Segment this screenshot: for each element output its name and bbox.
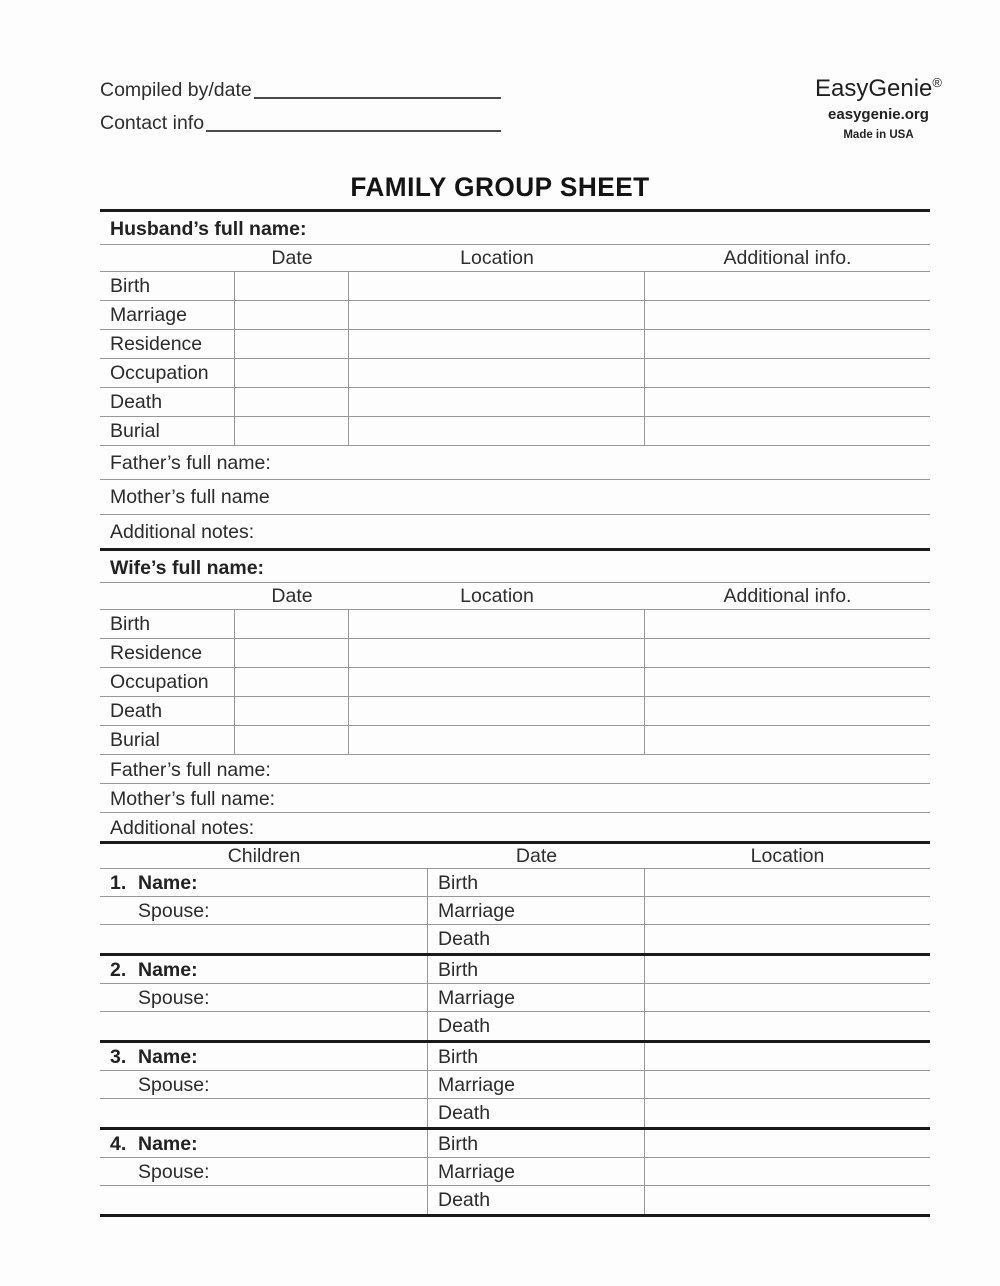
date-cell xyxy=(235,639,349,667)
location-cell xyxy=(645,984,930,1011)
column-header-additional-info: Additional info. xyxy=(723,584,852,607)
wife-section xyxy=(100,548,930,841)
page-header xyxy=(0,0,1000,141)
column-header-location: Location xyxy=(460,246,534,269)
table-row-occupation xyxy=(100,668,930,697)
location-cell xyxy=(349,272,645,300)
row-label-burial: Burial xyxy=(100,726,235,754)
made-in-usa-label: Made in USA xyxy=(843,129,914,141)
husband-full-name-heading: Husband’s full name: xyxy=(100,212,930,245)
event-label-death: Death xyxy=(428,1099,645,1127)
wife-column-headers xyxy=(100,583,930,610)
additional-info-cell xyxy=(645,726,930,754)
child-name-cell xyxy=(100,1130,428,1157)
child-spouse-row xyxy=(100,1158,930,1186)
event-label-marriage: Marriage xyxy=(428,984,645,1011)
child-number: 2. xyxy=(110,959,127,981)
location-cell xyxy=(349,697,645,725)
additional-info-cell xyxy=(645,668,930,696)
date-cell xyxy=(235,301,349,329)
additional-info-cell xyxy=(645,330,930,358)
additional-info-cell xyxy=(645,697,930,725)
husband-section xyxy=(100,209,930,548)
row-label-residence: Residence xyxy=(100,330,235,358)
location-cell xyxy=(645,1043,930,1070)
child-death-row xyxy=(100,1012,930,1040)
location-cell xyxy=(349,639,645,667)
child-spouse-label: Spouse: xyxy=(100,984,428,1011)
husband-column-headers xyxy=(100,245,930,272)
child-number: 4. xyxy=(110,1133,127,1155)
table-row-burial xyxy=(100,726,930,755)
child-name-label: Name: xyxy=(138,872,198,894)
spacer-cell xyxy=(100,245,235,271)
date-cell xyxy=(235,726,349,754)
wife-additional-notes-row: Additional notes: xyxy=(110,817,255,839)
event-label-birth: Birth xyxy=(428,869,645,896)
table-row-residence xyxy=(100,330,930,359)
compiled-by-row xyxy=(100,70,501,103)
child-spouse-row xyxy=(100,897,930,925)
column-header-location: Location xyxy=(460,584,534,607)
child-death-row xyxy=(100,1099,930,1127)
location-cell xyxy=(645,925,930,953)
location-cell xyxy=(645,1158,930,1185)
empty-cell xyxy=(100,1099,428,1127)
row-label-marriage: Marriage xyxy=(100,301,235,329)
row-label-occupation: Occupation xyxy=(100,359,235,387)
additional-info-cell xyxy=(645,359,930,387)
table-row-birth xyxy=(100,272,930,301)
date-cell xyxy=(235,697,349,725)
column-header-location: Location xyxy=(750,844,825,867)
location-cell xyxy=(645,1186,930,1214)
brand-website: easygenie.org xyxy=(828,106,929,123)
child-spouse-label: Spouse: xyxy=(100,1071,428,1098)
child-spouse-row xyxy=(100,984,930,1012)
child-number: 1. xyxy=(110,872,127,894)
location-cell xyxy=(645,1012,930,1040)
additional-info-cell xyxy=(645,388,930,416)
empty-cell xyxy=(100,1012,428,1040)
row-label-birth: Birth xyxy=(100,610,235,638)
date-cell xyxy=(235,272,349,300)
child-entry-3 xyxy=(100,1043,930,1130)
registered-mark: ® xyxy=(932,75,942,90)
location-cell xyxy=(349,417,645,445)
date-cell xyxy=(235,388,349,416)
event-label-marriage: Marriage xyxy=(428,1071,645,1098)
child-name-row xyxy=(100,869,930,897)
event-label-birth: Birth xyxy=(428,956,645,983)
column-header-date: Date xyxy=(515,844,558,867)
location-cell xyxy=(349,610,645,638)
location-cell xyxy=(645,869,930,896)
fill-in-fields xyxy=(100,70,501,141)
table-row-burial xyxy=(100,417,930,446)
table-row-birth xyxy=(100,610,930,639)
child-name-label: Name: xyxy=(138,1133,198,1155)
additional-info-cell xyxy=(645,639,930,667)
child-name-row xyxy=(100,1130,930,1158)
event-label-death: Death xyxy=(428,925,645,953)
compiled-by-blank-line xyxy=(254,97,501,99)
location-cell xyxy=(645,1130,930,1157)
row-label-burial: Burial xyxy=(100,417,235,445)
child-name-cell xyxy=(100,956,428,983)
additional-info-cell xyxy=(645,417,930,445)
location-cell xyxy=(349,388,645,416)
additional-info-cell xyxy=(645,301,930,329)
location-cell xyxy=(645,956,930,983)
child-entry-4 xyxy=(100,1130,930,1217)
contact-info-blank-line xyxy=(206,130,501,132)
husband-mother-name-row: Mother’s full name xyxy=(100,480,930,515)
child-name-label: Name: xyxy=(138,1046,198,1068)
location-cell xyxy=(349,301,645,329)
date-cell xyxy=(235,359,349,387)
children-section xyxy=(100,841,930,1217)
additional-info-cell xyxy=(645,272,930,300)
additional-info-cell xyxy=(645,610,930,638)
child-number: 3. xyxy=(110,1046,127,1068)
table-row-occupation xyxy=(100,359,930,388)
table-row-death xyxy=(100,388,930,417)
event-label-death: Death xyxy=(428,1012,645,1040)
child-group-divider xyxy=(100,1214,930,1217)
child-spouse-label: Spouse: xyxy=(100,1158,428,1185)
empty-cell xyxy=(100,1186,428,1214)
husband-father-name-row: Father’s full name: xyxy=(100,446,930,480)
column-header-date: Date xyxy=(271,246,313,269)
child-name-cell xyxy=(100,1043,428,1070)
event-label-birth: Birth xyxy=(428,1130,645,1157)
table-row-residence xyxy=(100,639,930,668)
compiled-by-label: Compiled by/date xyxy=(100,79,252,101)
event-label-birth: Birth xyxy=(428,1043,645,1070)
child-death-row xyxy=(100,925,930,953)
brand-name-text: EasyGenie xyxy=(815,75,933,102)
location-cell xyxy=(349,359,645,387)
child-name-row xyxy=(100,1043,930,1071)
child-spouse-row xyxy=(100,1071,930,1099)
location-cell xyxy=(349,330,645,358)
date-cell xyxy=(235,668,349,696)
page-title: FAMILY GROUP SHEET xyxy=(350,172,650,202)
table-row-death xyxy=(100,697,930,726)
child-spouse-label: Spouse: xyxy=(100,897,428,924)
brand-block xyxy=(815,68,942,141)
date-cell xyxy=(235,610,349,638)
form-body xyxy=(100,209,930,1217)
table-row-marriage xyxy=(100,301,930,330)
child-entry-1 xyxy=(100,869,930,956)
wife-father-name-row: Father’s full name: xyxy=(100,755,930,784)
event-label-marriage: Marriage xyxy=(428,897,645,924)
location-cell xyxy=(645,1071,930,1098)
location-cell xyxy=(349,726,645,754)
location-cell xyxy=(645,1099,930,1127)
child-entry-2 xyxy=(100,956,930,1043)
child-name-cell xyxy=(100,869,428,896)
row-label-birth: Birth xyxy=(100,272,235,300)
brand-name xyxy=(815,68,942,104)
date-cell xyxy=(235,417,349,445)
event-label-death: Death xyxy=(428,1186,645,1214)
contact-info-row xyxy=(100,103,501,136)
date-cell xyxy=(235,330,349,358)
location-cell xyxy=(349,668,645,696)
location-cell xyxy=(645,897,930,924)
contact-info-label: Contact info xyxy=(100,112,205,134)
wife-mother-name-row: Mother’s full name: xyxy=(100,784,930,813)
empty-cell xyxy=(100,925,428,953)
spacer-cell xyxy=(100,583,235,609)
column-header-additional-info: Additional info. xyxy=(723,246,852,269)
row-label-death: Death xyxy=(100,697,235,725)
husband-additional-notes-row: Additional notes: xyxy=(110,521,255,543)
row-label-occupation: Occupation xyxy=(100,668,235,696)
event-label-marriage: Marriage xyxy=(428,1158,645,1185)
row-label-residence: Residence xyxy=(100,639,235,667)
row-label-death: Death xyxy=(100,388,235,416)
wife-full-name-heading: Wife’s full name: xyxy=(100,551,930,583)
child-death-row xyxy=(100,1186,930,1214)
column-header-children: Children xyxy=(227,844,301,867)
child-name-label: Name: xyxy=(138,959,198,981)
child-name-row xyxy=(100,956,930,984)
column-header-date: Date xyxy=(271,584,313,607)
children-column-headers xyxy=(100,844,930,869)
